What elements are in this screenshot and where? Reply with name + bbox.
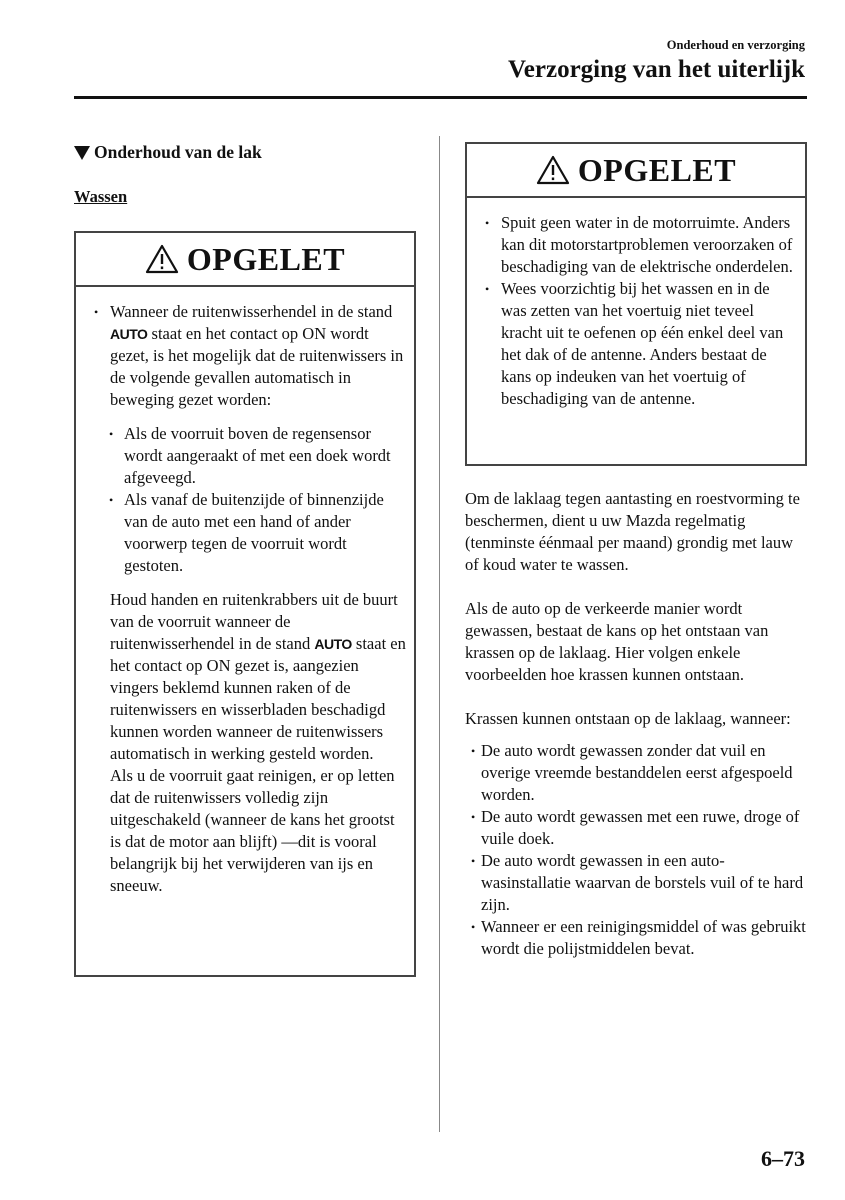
right-column: [465, 142, 807, 960]
warning-body: [467, 198, 805, 424]
list-item: • Wanneer er een reinigingsmiddel of was gebruikt wordt die polijstmiddelen bevat.: [465, 916, 807, 960]
list-item: • De auto wordt gewassen zonder dat vuil en overige vreemde bestanddelen eerst afgespoeld worden.: [465, 740, 807, 806]
column-divider: [439, 136, 440, 1132]
page-number: 6–73: [761, 1146, 805, 1171]
header-section: Onderhoud en verzorging: [666, 38, 805, 52]
warning-header: [76, 233, 414, 287]
warning-paragraph: Houd handen en ruitenkrabbers uit de buurt van de voorruit wanneer de ruitenwisserhendel in de stand AUTO staat en het contact op ON gezet is, aangezien vingers beklemd kunnen raken of de ruitenwissers en wisserbladen beschadigd kunnen worden wanneer de ruitenwissers automatisch in werking gesteld worden.: [110, 590, 406, 763]
warning-bullet: • Spuit geen water in de motorruimte. Anders kan dit motorstartproblemen veroorzaken of beschadiging van de elektrische onderdelen.: [481, 212, 797, 278]
warning-icon: [145, 244, 179, 274]
subheading-wassen: Wassen: [74, 187, 128, 206]
warning-sub-bullet: • Als de voorruit boven de regensensor wordt aangeraakt of met een doek wordt afgeveegd.: [106, 423, 406, 489]
warning-bullet: • Wees voorzichtig bij het wassen en in de was zetten van het voertuig niet teveel kracht uit te oefenen op één enkel deel van het dak of de antenne. Anders bestaat de kans op indeuken van het voertuig of beschadiging van de antenne.: [481, 278, 797, 410]
warning-box-right: [465, 142, 807, 466]
list-item: • De auto wordt gewassen in een auto-wasinstallatie waarvan de borstels vuil of te hard zijn.: [465, 850, 807, 916]
auto-label: AUTO: [314, 636, 352, 652]
triangle-down-icon: [74, 146, 90, 160]
warning-box-left: [74, 231, 416, 977]
left-column: [74, 142, 416, 977]
auto-label: AUTO: [110, 326, 148, 342]
warning-body: [76, 287, 414, 911]
warning-bullet: • Wanneer de ruitenwisserhendel in de stand AUTO staat en het contact op ON wordt gezet, is het mogelijk dat de ruitenwissers in de volgende gevallen automatisch in beweging gezet worden:: [90, 301, 406, 411]
warning-title: OPGELET: [186, 240, 346, 277]
section-heading-text: Onderhoud van de lak: [94, 142, 262, 162]
body-paragraph: Als de auto op de verkeerde manier wordt gewassen, bestaat de kans op het ontstaan van krassen op de laklaag. Hier volgen enkele voorbeelden hoe krassen kunnen ontstaan.: [465, 599, 769, 684]
warning-title: OPGELET: [577, 151, 737, 188]
warning-sub-bullet: • Als vanaf de buitenzijde of binnenzijde van de auto met een hand of ander voorwerp tegen de voorruit wordt gestoten.: [106, 489, 406, 577]
warning-paragraph: Als u de voorruit gaat reinigen, er op letten dat de ruitenwissers volledig zijn uitgeschakeld (wanneer de kans het grootst is dat de motor aan blijft) —dit is vooral belangrijk bij het verwijderen van ijs en sneeuw.: [110, 766, 395, 895]
section-heading: [74, 142, 416, 163]
page-title: Verzorging van het uiterlijk: [508, 56, 805, 83]
warning-icon: [536, 155, 570, 185]
body-paragraph: Om de laklaag tegen aantasting en roestvorming te beschermen, dient u uw Mazda regelmatig (tenminste éénmaal per maand) grondig met lauw of koud water te wassen.: [465, 489, 800, 574]
header-rule: [74, 96, 807, 99]
body-paragraph: Krassen kunnen ontstaan op de laklaag, wanneer:: [465, 709, 791, 728]
list-item: • De auto wordt gewassen met een ruwe, droge of vuile doek.: [465, 806, 807, 850]
warning-header: [467, 144, 805, 198]
